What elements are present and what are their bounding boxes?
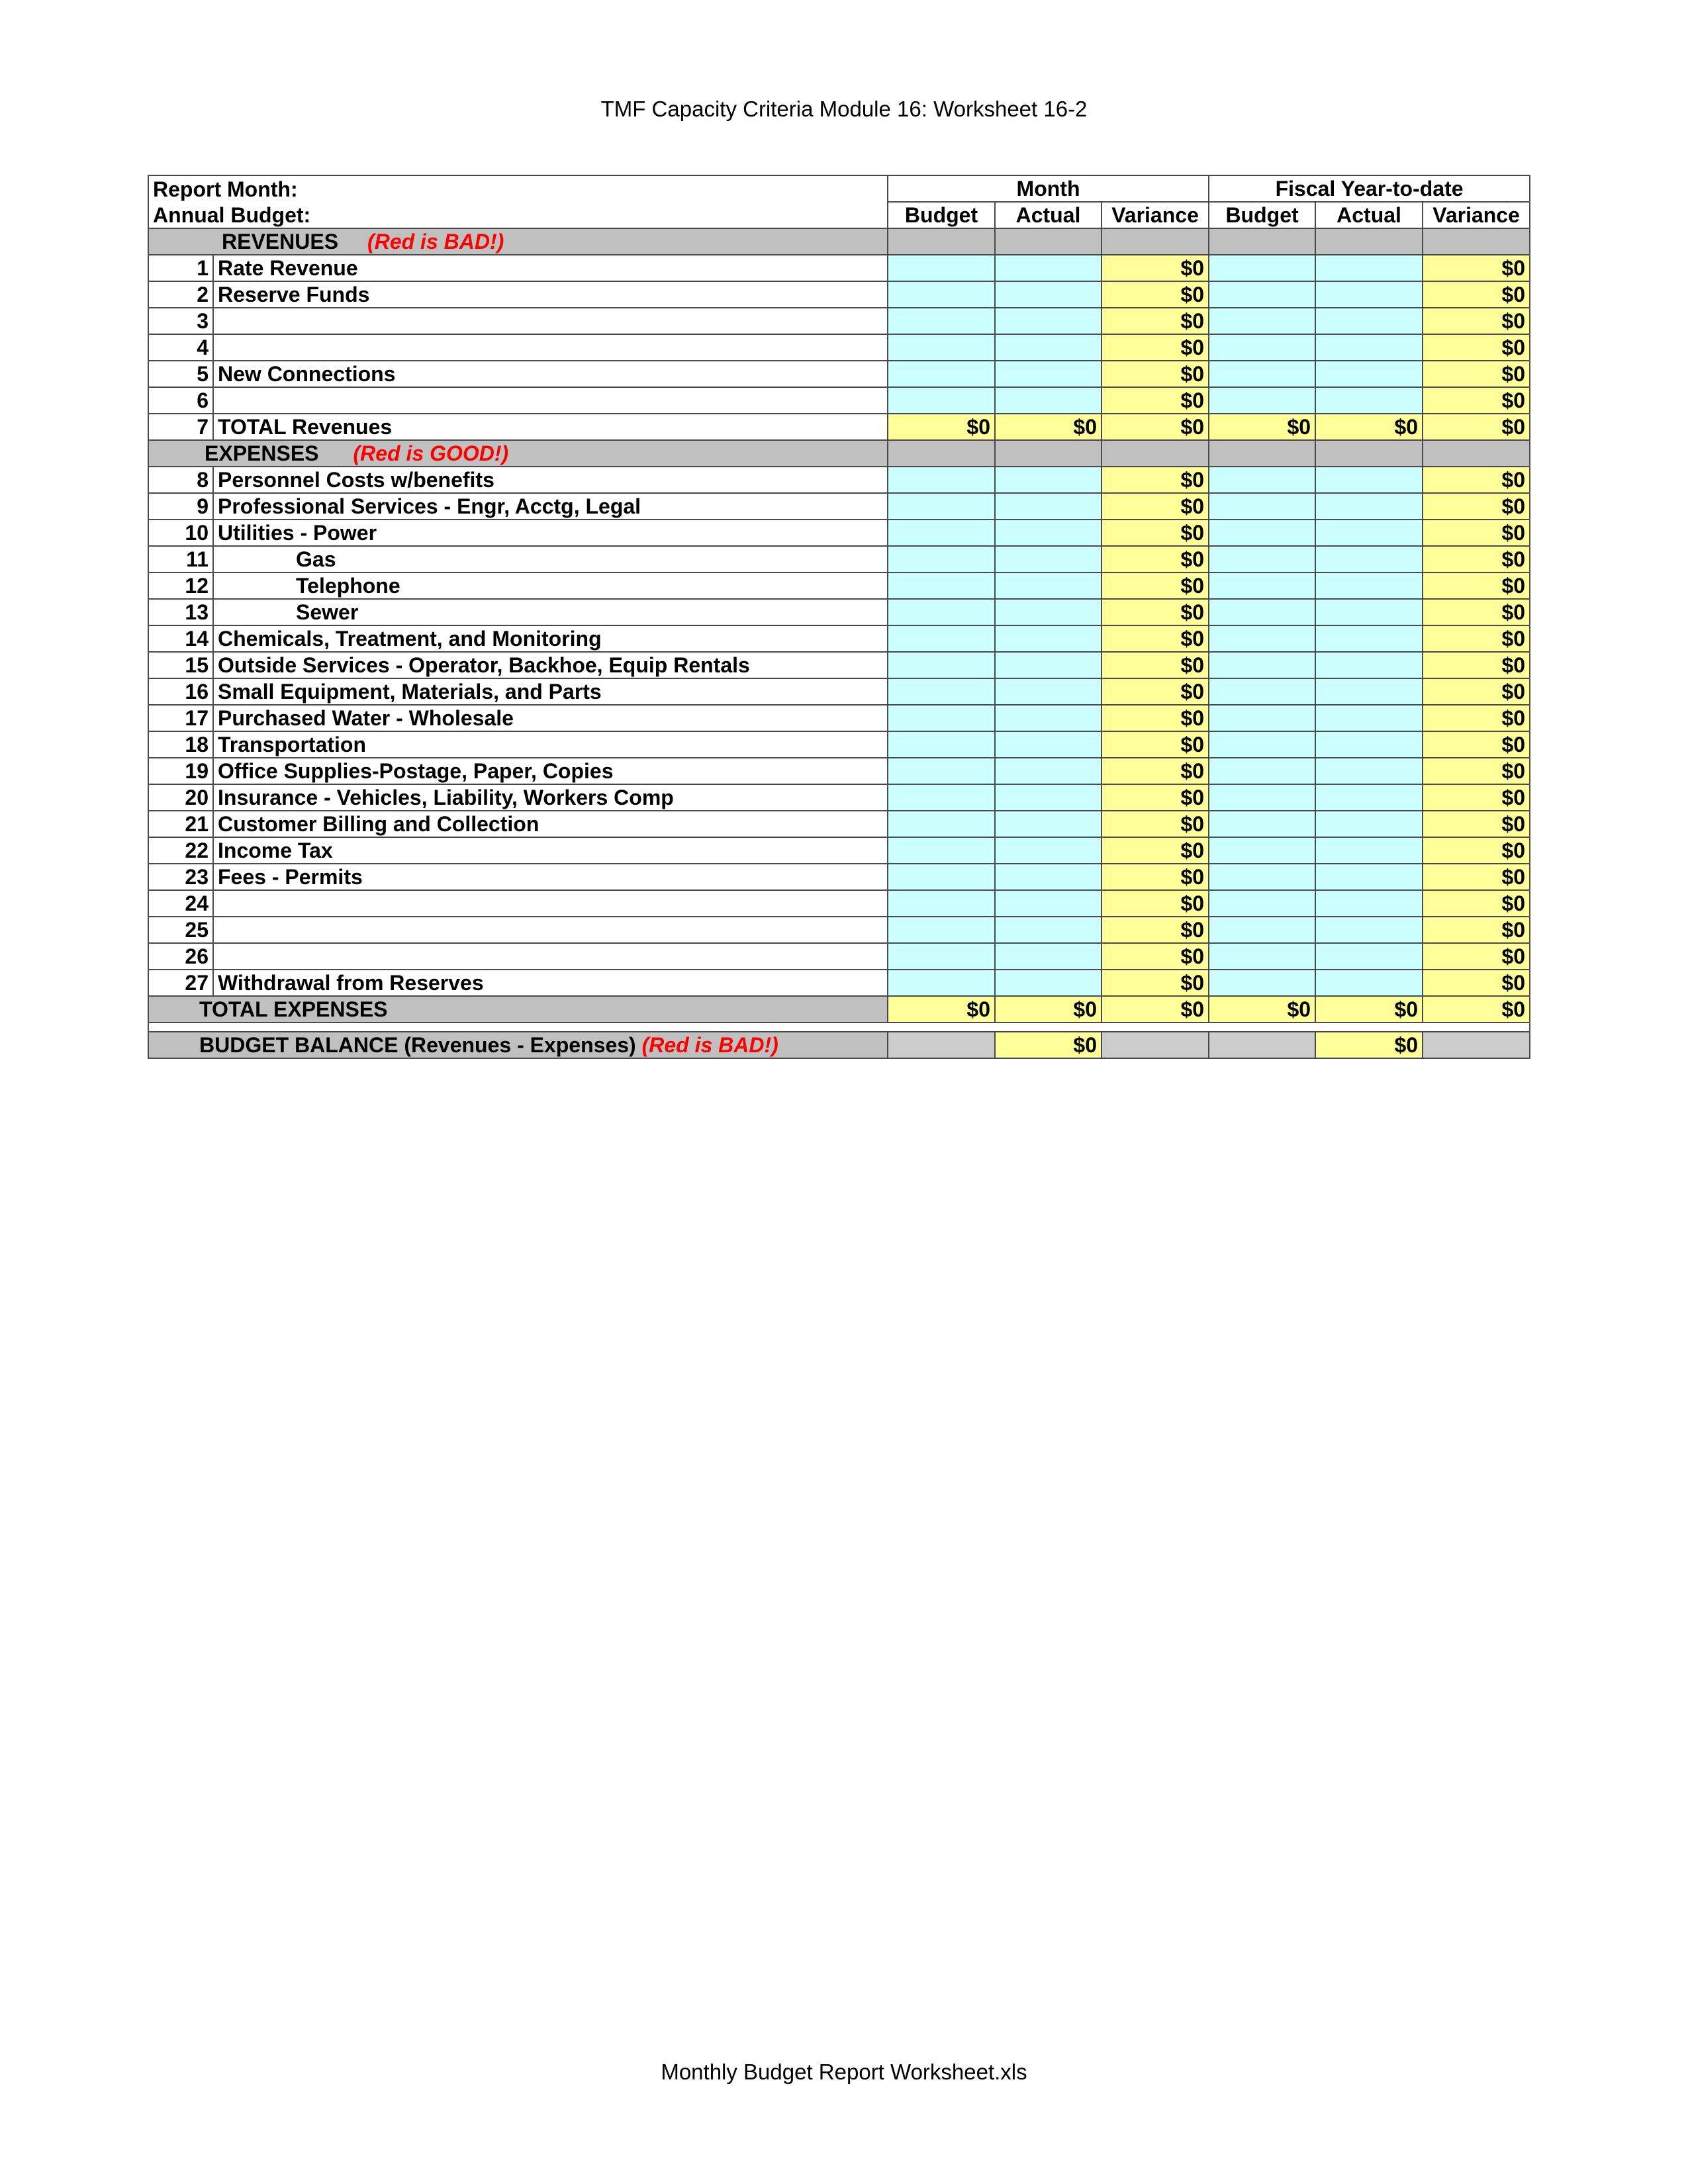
line-number: 27	[148, 970, 213, 996]
line-number: 22	[148, 837, 213, 864]
line-label: Telephone	[213, 572, 888, 599]
fytd-budget-input[interactable]	[1209, 890, 1315, 917]
line-label: Personnel Costs w/benefits	[213, 467, 888, 493]
total-expenses-value: $0	[1423, 996, 1530, 1023]
section-band-cell	[1315, 440, 1423, 467]
fytd-budget-input[interactable]	[1209, 308, 1315, 334]
line-item-row	[148, 731, 1530, 758]
line-number: 18	[148, 731, 213, 758]
line-item-row	[148, 493, 1530, 520]
month-budget-input[interactable]	[888, 281, 995, 308]
fytd-variance-cell: $0	[1423, 943, 1530, 970]
expenses-section-row	[148, 440, 1530, 467]
fytd-actual-input[interactable]	[1315, 652, 1423, 678]
fytd-budget-input[interactable]	[1209, 705, 1315, 731]
fytd-actual-input[interactable]	[1315, 758, 1423, 784]
fytd-budget-input[interactable]	[1209, 731, 1315, 758]
month-variance-cell: $0	[1102, 970, 1209, 996]
total-expenses-value: $0	[888, 996, 995, 1023]
month-variance-cell: $0	[1102, 467, 1209, 493]
fytd-actual-input[interactable]	[1315, 784, 1423, 811]
line-number: 10	[148, 520, 213, 546]
annual-budget-label: Annual Budget:	[148, 202, 888, 228]
revenues-section-title	[148, 228, 888, 255]
line-label	[213, 890, 888, 917]
line-item-row	[148, 625, 1530, 652]
line-label: Rate Revenue	[213, 255, 888, 281]
line-number: 8	[148, 467, 213, 493]
fytd-actual-input[interactable]	[1315, 467, 1423, 493]
line-item-row	[148, 890, 1530, 917]
col-fytd-budget: Budget	[1209, 202, 1315, 228]
month-budget-input[interactable]	[888, 308, 995, 334]
report-month-label: Report Month:	[148, 175, 888, 202]
fytd-actual-input[interactable]	[1315, 917, 1423, 943]
month-budget-input[interactable]	[888, 387, 995, 414]
col-month-budget: Budget	[888, 202, 995, 228]
month-budget-input[interactable]	[888, 943, 995, 970]
fytd-variance-cell: $0	[1423, 334, 1530, 361]
fytd-variance-cell: $0	[1423, 811, 1530, 837]
month-actual-input[interactable]	[995, 361, 1102, 387]
line-label: Outside Services - Operator, Backhoe, Equip Rentals	[213, 652, 888, 678]
line-item-row	[148, 334, 1530, 361]
section-band-cell	[1423, 440, 1530, 467]
fytd-actual-input[interactable]	[1315, 705, 1423, 731]
fytd-budget-input[interactable]	[1209, 493, 1315, 520]
line-number: 14	[148, 625, 213, 652]
fytd-actual-input[interactable]	[1315, 493, 1423, 520]
month-actual-input[interactable]	[995, 864, 1102, 890]
fytd-budget-input[interactable]	[1209, 467, 1315, 493]
month-budget-input[interactable]	[888, 520, 995, 546]
fytd-variance-cell: $0	[1423, 467, 1530, 493]
line-item-row	[148, 970, 1530, 996]
fytd-variance-cell: $0	[1423, 255, 1530, 281]
month-variance-cell: $0	[1102, 493, 1209, 520]
fytd-variance-cell: $0	[1423, 917, 1530, 943]
spacer-row	[148, 1023, 1530, 1032]
month-actual-input[interactable]	[995, 387, 1102, 414]
month-budget-input[interactable]	[888, 255, 995, 281]
total-expenses-value: $0	[1209, 996, 1315, 1023]
month-budget-input[interactable]	[888, 572, 995, 599]
line-item-row	[148, 255, 1530, 281]
month-variance-cell: $0	[1102, 255, 1209, 281]
line-item-row	[148, 943, 1530, 970]
page-footer: Monthly Budget Report Worksheet.xls	[661, 2060, 1027, 2084]
month-actual-input[interactable]	[995, 811, 1102, 837]
balance-blank-cell	[888, 1032, 995, 1058]
month-actual-input[interactable]	[995, 520, 1102, 546]
total-revenues-value: $0	[1315, 414, 1423, 440]
fytd-variance-cell: $0	[1423, 705, 1530, 731]
fytd-actual-input[interactable]	[1315, 520, 1423, 546]
line-label	[213, 334, 888, 361]
month-variance-cell: $0	[1102, 678, 1209, 705]
month-budget-input[interactable]	[888, 731, 995, 758]
fytd-budget-input[interactable]	[1209, 387, 1315, 414]
month-variance-cell: $0	[1102, 731, 1209, 758]
fytd-actual-input[interactable]	[1315, 334, 1423, 361]
month-variance-cell: $0	[1102, 308, 1209, 334]
line-number: 6	[148, 387, 213, 414]
line-number: 5	[148, 361, 213, 387]
fytd-variance-cell: $0	[1423, 678, 1530, 705]
total-revenues-value: $0	[1102, 414, 1209, 440]
revenues-note: (Red is BAD!)	[367, 230, 504, 253]
fytd-budget-input[interactable]	[1209, 572, 1315, 599]
line-number: 26	[148, 943, 213, 970]
fytd-budget-input[interactable]	[1209, 758, 1315, 784]
fytd-variance-cell: $0	[1423, 546, 1530, 572]
month-actual-input[interactable]	[995, 334, 1102, 361]
line-number: 4	[148, 334, 213, 361]
col-fytd-actual: Actual	[1315, 202, 1423, 228]
total-expenses-value: $0	[995, 996, 1102, 1023]
line-number: 12	[148, 572, 213, 599]
fytd-actual-input[interactable]	[1315, 731, 1423, 758]
section-band-cell	[1102, 440, 1209, 467]
month-budget-input[interactable]	[888, 334, 995, 361]
line-number: 7	[148, 414, 213, 440]
budget-balance-label	[148, 1032, 888, 1058]
line-number: 11	[148, 546, 213, 572]
line-label: Income Tax	[213, 837, 888, 864]
month-variance-cell: $0	[1102, 281, 1209, 308]
fytd-variance-cell: $0	[1423, 308, 1530, 334]
total-revenues-row	[148, 414, 1530, 440]
month-budget-input[interactable]	[888, 599, 995, 625]
balance-blank-cell	[1209, 1032, 1315, 1058]
fytd-actual-input[interactable]	[1315, 255, 1423, 281]
month-variance-cell: $0	[1102, 387, 1209, 414]
month-variance-cell: $0	[1102, 361, 1209, 387]
line-item-row	[148, 811, 1530, 837]
month-actual-input[interactable]	[995, 625, 1102, 652]
line-label	[213, 917, 888, 943]
total-expenses-value: $0	[1315, 996, 1423, 1023]
line-label: Customer Billing and Collection	[213, 811, 888, 837]
month-budget-input[interactable]	[888, 678, 995, 705]
month-variance-cell: $0	[1102, 837, 1209, 864]
fytd-variance-cell: $0	[1423, 731, 1530, 758]
month-variance-cell: $0	[1102, 625, 1209, 652]
fytd-budget-input[interactable]	[1209, 361, 1315, 387]
col-fytd-variance: Variance	[1423, 202, 1530, 228]
line-item-row	[148, 678, 1530, 705]
fytd-budget-input[interactable]	[1209, 837, 1315, 864]
line-item-row	[148, 758, 1530, 784]
line-item-row	[148, 572, 1530, 599]
month-variance-cell: $0	[1102, 943, 1209, 970]
month-budget-input[interactable]	[888, 758, 995, 784]
fytd-budget-input[interactable]	[1209, 652, 1315, 678]
line-label: Fees - Permits	[213, 864, 888, 890]
line-label: Small Equipment, Materials, and Parts	[213, 678, 888, 705]
fytd-variance-cell: $0	[1423, 281, 1530, 308]
total-revenues-value: $0	[1209, 414, 1315, 440]
month-variance-cell: $0	[1102, 546, 1209, 572]
line-item-row	[148, 387, 1530, 414]
month-variance-cell: $0	[1102, 652, 1209, 678]
month-variance-cell: $0	[1102, 572, 1209, 599]
fytd-budget-input[interactable]	[1209, 864, 1315, 890]
budget-balance-row	[148, 1032, 1530, 1058]
line-item-row	[148, 546, 1530, 572]
line-label: Transportation	[213, 731, 888, 758]
month-budget-input[interactable]	[888, 917, 995, 943]
section-band-cell	[995, 440, 1102, 467]
col-month-variance: Variance	[1102, 202, 1209, 228]
month-actual-input[interactable]	[995, 837, 1102, 864]
month-actual-input[interactable]	[995, 970, 1102, 996]
line-item-row	[148, 864, 1530, 890]
line-label	[213, 387, 888, 414]
month-actual-input[interactable]	[995, 890, 1102, 917]
line-number: 17	[148, 705, 213, 731]
fytd-variance-cell: $0	[1423, 784, 1530, 811]
section-band-cell	[888, 440, 995, 467]
fytd-budget-input[interactable]	[1209, 281, 1315, 308]
section-band-cell	[1209, 440, 1315, 467]
fytd-budget-input[interactable]	[1209, 546, 1315, 572]
line-label: Professional Services - Engr, Acctg, Legal	[213, 493, 888, 520]
line-number: 19	[148, 758, 213, 784]
month-actual-input[interactable]	[995, 731, 1102, 758]
month-budget-input[interactable]	[888, 970, 995, 996]
fytd-actual-input[interactable]	[1315, 811, 1423, 837]
fytd-variance-cell: $0	[1423, 890, 1530, 917]
month-actual-input[interactable]	[995, 652, 1102, 678]
line-number: 23	[148, 864, 213, 890]
total-revenues-value: $0	[1423, 414, 1530, 440]
page-header: TMF Capacity Criteria Module 16: Worksheet 16-2	[600, 97, 1088, 121]
line-item-row	[148, 652, 1530, 678]
month-actual-input[interactable]	[995, 943, 1102, 970]
revenues-section-row	[148, 228, 1530, 255]
line-number: 24	[148, 890, 213, 917]
month-budget-input[interactable]	[888, 811, 995, 837]
month-variance-cell: $0	[1102, 864, 1209, 890]
line-number: 25	[148, 917, 213, 943]
line-number: 16	[148, 678, 213, 705]
line-number: 2	[148, 281, 213, 308]
header-row-1	[148, 175, 1530, 202]
spacer-cell	[148, 1023, 1530, 1032]
fytd-actual-input[interactable]	[1315, 361, 1423, 387]
month-actual-input[interactable]	[995, 758, 1102, 784]
total-expenses-row	[148, 996, 1530, 1023]
month-actual-input[interactable]	[995, 493, 1102, 520]
fytd-actual-input[interactable]	[1315, 970, 1423, 996]
fytd-group-header: Fiscal Year-to-date	[1209, 175, 1530, 202]
fytd-actual-input[interactable]	[1315, 890, 1423, 917]
fytd-budget-input[interactable]	[1209, 678, 1315, 705]
col-month-actual: Actual	[995, 202, 1102, 228]
revenues-title: REVENUES	[222, 230, 339, 253]
month-actual-input[interactable]	[995, 784, 1102, 811]
fytd-actual-input[interactable]	[1315, 625, 1423, 652]
fytd-budget-input[interactable]	[1209, 811, 1315, 837]
line-item-row	[148, 599, 1530, 625]
fytd-variance-cell: $0	[1423, 493, 1530, 520]
line-number: 1	[148, 255, 213, 281]
month-variance-cell: $0	[1102, 758, 1209, 784]
balance-fytd-actual: $0	[1315, 1032, 1423, 1058]
line-number: 3	[148, 308, 213, 334]
line-item-row	[148, 784, 1530, 811]
fytd-budget-input[interactable]	[1209, 784, 1315, 811]
fytd-variance-cell: $0	[1423, 758, 1530, 784]
line-item-row	[148, 520, 1530, 546]
balance-blank-cell	[1102, 1032, 1209, 1058]
month-actual-input[interactable]	[995, 678, 1102, 705]
budget-balance-note: (Red is BAD!)	[641, 1033, 778, 1057]
fytd-actual-input[interactable]	[1315, 864, 1423, 890]
fytd-variance-cell: $0	[1423, 652, 1530, 678]
month-budget-input[interactable]	[888, 625, 995, 652]
line-label: Utilities - Power	[213, 520, 888, 546]
balance-blank-cell	[1423, 1032, 1530, 1058]
balance-month-actual: $0	[995, 1032, 1102, 1058]
line-item-row	[148, 917, 1530, 943]
fytd-variance-cell: $0	[1423, 837, 1530, 864]
expenses-section-title	[148, 440, 888, 467]
line-label: Sewer	[213, 599, 888, 625]
month-actual-input[interactable]	[995, 281, 1102, 308]
fytd-budget-input[interactable]	[1209, 943, 1315, 970]
month-actual-input[interactable]	[995, 308, 1102, 334]
line-item-row	[148, 281, 1530, 308]
month-budget-input[interactable]	[888, 467, 995, 493]
line-item-row	[148, 361, 1530, 387]
line-label: New Connections	[213, 361, 888, 387]
line-label: Office Supplies-Postage, Paper, Copies	[213, 758, 888, 784]
fytd-actual-input[interactable]	[1315, 943, 1423, 970]
line-number: 13	[148, 599, 213, 625]
fytd-budget-input[interactable]	[1209, 970, 1315, 996]
month-budget-input[interactable]	[888, 784, 995, 811]
month-actual-input[interactable]	[995, 572, 1102, 599]
fytd-variance-cell: $0	[1423, 970, 1530, 996]
fytd-actual-input[interactable]	[1315, 546, 1423, 572]
month-variance-cell: $0	[1102, 890, 1209, 917]
fytd-actual-input[interactable]	[1315, 599, 1423, 625]
line-label: Reserve Funds	[213, 281, 888, 308]
total-revenues-label: TOTAL Revenues	[213, 414, 888, 440]
budget-balance-title: BUDGET BALANCE (Revenues - Expenses)	[199, 1033, 636, 1057]
total-expenses-label: TOTAL EXPENSES	[148, 996, 888, 1023]
fytd-actual-input[interactable]	[1315, 308, 1423, 334]
month-actual-input[interactable]	[995, 705, 1102, 731]
fytd-variance-cell: $0	[1423, 520, 1530, 546]
fytd-variance-cell: $0	[1423, 572, 1530, 599]
line-label: Purchased Water - Wholesale	[213, 705, 888, 731]
total-revenues-value: $0	[995, 414, 1102, 440]
expenses-note: (Red is GOOD!)	[353, 441, 509, 465]
line-item-row	[148, 837, 1530, 864]
fytd-variance-cell: $0	[1423, 361, 1530, 387]
month-variance-cell: $0	[1102, 334, 1209, 361]
line-label: Withdrawal from Reserves	[213, 970, 888, 996]
line-number: 9	[148, 493, 213, 520]
month-actual-input[interactable]	[995, 599, 1102, 625]
month-budget-input[interactable]	[888, 705, 995, 731]
fytd-actual-input[interactable]	[1315, 837, 1423, 864]
expenses-title: EXPENSES	[205, 441, 319, 465]
month-group-header: Month	[888, 175, 1209, 202]
line-item-row	[148, 308, 1530, 334]
month-budget-input[interactable]	[888, 361, 995, 387]
line-number: 21	[148, 811, 213, 837]
fytd-actual-input[interactable]	[1315, 572, 1423, 599]
month-budget-input[interactable]	[888, 493, 995, 520]
month-variance-cell: $0	[1102, 917, 1209, 943]
budget-report-table	[148, 175, 1530, 1059]
month-budget-input[interactable]	[888, 837, 995, 864]
month-actual-input[interactable]	[995, 546, 1102, 572]
fytd-budget-input[interactable]	[1209, 625, 1315, 652]
line-label: Insurance - Vehicles, Liability, Workers Comp	[213, 784, 888, 811]
fytd-variance-cell: $0	[1423, 625, 1530, 652]
month-variance-cell: $0	[1102, 520, 1209, 546]
month-variance-cell: $0	[1102, 784, 1209, 811]
line-label	[213, 943, 888, 970]
month-budget-input[interactable]	[888, 652, 995, 678]
month-budget-input[interactable]	[888, 890, 995, 917]
month-actual-input[interactable]	[995, 255, 1102, 281]
month-variance-cell: $0	[1102, 599, 1209, 625]
fytd-actual-input[interactable]	[1315, 387, 1423, 414]
fytd-budget-input[interactable]	[1209, 255, 1315, 281]
fytd-budget-input[interactable]	[1209, 520, 1315, 546]
month-actual-input[interactable]	[995, 917, 1102, 943]
total-expenses-value: $0	[1102, 996, 1209, 1023]
fytd-actual-input[interactable]	[1315, 678, 1423, 705]
fytd-budget-input[interactable]	[1209, 917, 1315, 943]
line-item-row	[148, 705, 1530, 731]
fytd-actual-input[interactable]	[1315, 281, 1423, 308]
line-label: Chemicals, Treatment, and Monitoring	[213, 625, 888, 652]
line-number: 20	[148, 784, 213, 811]
fytd-budget-input[interactable]	[1209, 599, 1315, 625]
line-label: Gas	[213, 546, 888, 572]
line-label	[213, 308, 888, 334]
line-item-row	[148, 467, 1530, 493]
header-row-2	[148, 202, 1530, 228]
line-number: 15	[148, 652, 213, 678]
month-actual-input[interactable]	[995, 467, 1102, 493]
fytd-variance-cell: $0	[1423, 864, 1530, 890]
month-budget-input[interactable]	[888, 864, 995, 890]
month-variance-cell: $0	[1102, 705, 1209, 731]
total-revenues-value: $0	[888, 414, 995, 440]
fytd-variance-cell: $0	[1423, 599, 1530, 625]
fytd-variance-cell: $0	[1423, 387, 1530, 414]
fytd-budget-input[interactable]	[1209, 334, 1315, 361]
month-budget-input[interactable]	[888, 546, 995, 572]
month-variance-cell: $0	[1102, 811, 1209, 837]
